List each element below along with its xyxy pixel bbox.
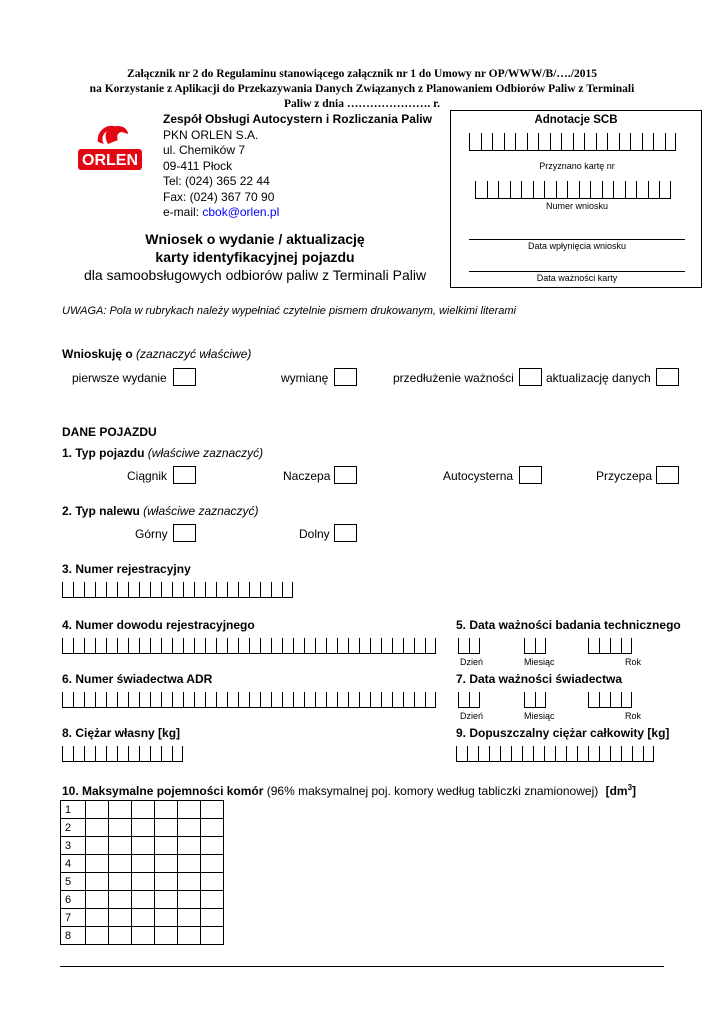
capacity-table	[60, 800, 224, 945]
adr-year-label: Rok	[625, 711, 642, 721]
contact-tel: Tel: (024) 365 22 44	[163, 174, 270, 188]
own-weight-boxes[interactable]	[62, 746, 183, 762]
header-line-3: Paliw z dnia …………………. r.	[283, 98, 441, 110]
logo-text: ORLEN	[82, 152, 138, 169]
header-line-1: Załącznik nr 2 do Regulaminu stanowiącego załącznik nr 1 do Umowy nr OP/WWW/B/…./2015	[127, 68, 597, 80]
table-row: 8	[61, 927, 224, 945]
semitrailer-checkbox[interactable]	[334, 466, 357, 484]
date-received-line[interactable]	[469, 239, 685, 240]
card-valid-line[interactable]	[469, 271, 685, 272]
note-text: UWAGA: Pola w rubrykach należy wypełniać czytelnie pismem drukowanym, wielkimi literami	[62, 305, 516, 317]
tractor-checkbox[interactable]	[173, 466, 196, 484]
header-line-2: na Korzystanie z Aplikacji do Przekazywania Danych Związanych z Planowaniem Odbiorów Paliw z Terminali	[89, 83, 635, 95]
title-line-2: karty identyfikacyjnej pojazdu	[155, 249, 355, 265]
inspection-date-label: 5. Data ważności badania technicznego	[456, 618, 681, 632]
vehicle-type-row: 1. Typ pojazdu (właściwe zaznaczyć)	[62, 446, 264, 460]
first-issue-checkbox[interactable]	[173, 368, 196, 386]
inspection-day-label: Dzień	[460, 657, 484, 667]
application-number-boxes[interactable]	[475, 181, 671, 199]
fill-top-label: Górny	[135, 527, 168, 541]
eagle-icon	[78, 120, 142, 172]
reg-doc-label: 4. Numer dowodu rejestracyjnego	[62, 618, 255, 632]
table-row: 7	[61, 909, 224, 927]
contact-city: 09-411 Płock	[163, 158, 233, 173]
contact-name: Zespół Obsługi Autocystern i Rozliczania Paliw	[163, 112, 432, 126]
title-line-3: dla samoobsługowych odbiorów paliw z Terminali Paliw	[83, 267, 427, 283]
table-row: 1	[61, 801, 224, 819]
inspection-year-boxes[interactable]	[588, 638, 632, 654]
scb-title: Adnotacje SCB	[534, 114, 618, 126]
contact-fax: Fax: (024) 367 70 90	[163, 189, 275, 204]
date-received-label: Data wpłynięcia wniosku	[527, 241, 627, 251]
type-tanker-label: Autocysterna	[443, 469, 514, 483]
table-row: 3	[61, 837, 224, 855]
adr-number-label: 6. Numer świadectwa ADR	[62, 672, 213, 686]
bottom-fill-checkbox[interactable]	[334, 524, 357, 542]
table-row: 2	[61, 819, 224, 837]
type-trailer-label: Przyczepa	[596, 469, 653, 483]
max-weight-label: 9. Dopuszczalny ciężar całkowity [kg]	[456, 726, 670, 740]
annex-header	[60, 67, 664, 112]
scb-annotations-box	[450, 110, 702, 288]
inspection-year-label: Rok	[625, 657, 642, 667]
adr-day-label: Dzień	[460, 711, 484, 721]
option-update-label: aktualizację danych	[546, 371, 651, 385]
application-number-label: Numer wniosku	[545, 201, 609, 211]
fill-bottom-label: Dolny	[299, 527, 330, 541]
vehicle-section-title: DANE POJAZDU	[62, 425, 157, 439]
adr-year-boxes[interactable]	[588, 692, 632, 708]
footer-divider	[60, 966, 664, 967]
own-weight-label: 8. Ciężar własny [kg]	[62, 726, 181, 740]
option-replacement-label: wymianę	[281, 371, 329, 385]
contact-street: ul. Chemików 7	[163, 143, 246, 157]
adr-month-boxes[interactable]	[524, 692, 546, 708]
reg-number-boxes[interactable]	[62, 582, 293, 598]
tanker-checkbox[interactable]	[519, 466, 542, 484]
type-tractor-label: Ciągnik	[127, 469, 168, 483]
reg-number-label: 3. Numer rejestracyjny	[62, 562, 191, 576]
extension-checkbox[interactable]	[519, 368, 542, 386]
title-line-1: Wniosek o wydanie / aktualizację	[145, 231, 365, 247]
reg-doc-boxes[interactable]	[62, 638, 436, 654]
card-number-label: Przyznano kartę nr	[539, 161, 615, 171]
fill-type-row: 2. Typ nalewu (właściwe zaznaczyć)	[62, 504, 259, 518]
table-row: 5	[61, 873, 224, 891]
table-row: 6	[61, 891, 224, 909]
card-number-boxes[interactable]	[469, 133, 676, 151]
contact-email-row: e-mail: cbok@orlen.pl	[163, 205, 280, 219]
type-semitrailer-label: Naczepa	[283, 469, 331, 483]
adr-month-label: Miesiąc	[524, 711, 555, 721]
trailer-checkbox[interactable]	[656, 466, 679, 484]
replacement-checkbox[interactable]	[334, 368, 357, 386]
adr-number-boxes[interactable]	[62, 692, 436, 708]
request-label-row: Wnioskuję o (zaznaczyć właściwe)	[62, 347, 252, 361]
adr-valid-label: 7. Data ważności świadectwa	[456, 672, 623, 686]
contact-block	[163, 112, 432, 221]
inspection-day-boxes[interactable]	[458, 638, 480, 654]
capacity-label-row: 10. Maksymalne pojemności komór (96% maksymalnej poj. komory według tabliczki znamionowej) $[dm^3]$	[62, 783, 637, 798]
inspection-month-boxes[interactable]	[524, 638, 546, 654]
option-extension-label: przedłużenie ważności	[393, 371, 514, 385]
contact-company: PKN ORLEN S.A.	[163, 127, 259, 142]
orlen-logo	[78, 120, 142, 172]
email-link[interactable]: cbok@orlen.pl	[202, 205, 280, 219]
adr-day-boxes[interactable]	[458, 692, 480, 708]
table-row: 4	[61, 855, 224, 873]
card-valid-label: Data ważności karty	[536, 273, 618, 283]
option-first-issue-label: pierwsze wydanie	[72, 371, 167, 385]
update-checkbox[interactable]	[656, 368, 679, 386]
form-title	[60, 230, 450, 284]
inspection-month-label: Miesiąc	[524, 657, 555, 667]
max-weight-boxes[interactable]	[456, 746, 654, 762]
top-fill-checkbox[interactable]	[173, 524, 196, 542]
